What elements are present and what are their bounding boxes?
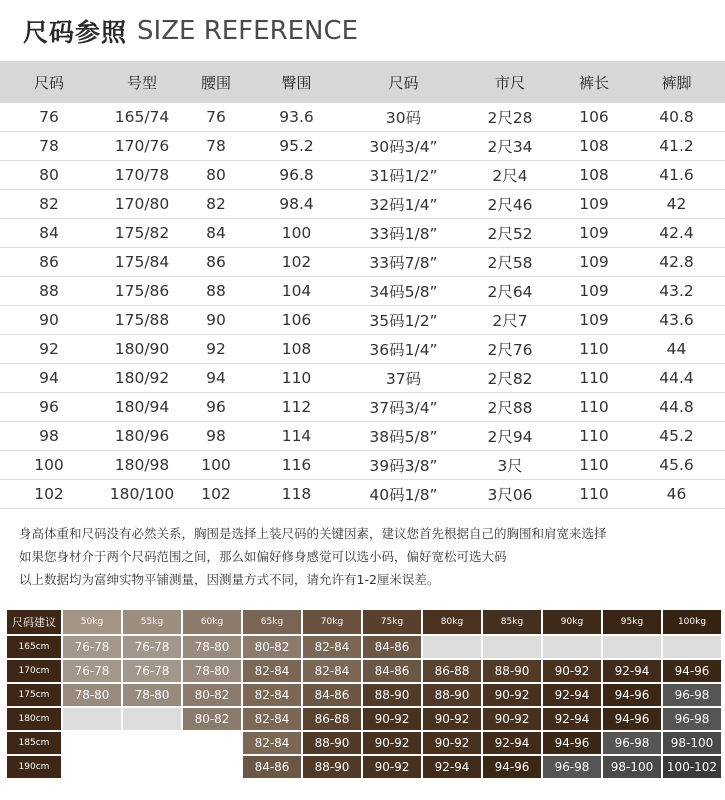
table-cell: 96 — [186, 393, 246, 422]
recommended-size-cell: 88-90 — [303, 754, 361, 778]
table-cell: 86 — [186, 248, 246, 277]
weight-header-cell: 85kg — [483, 610, 541, 634]
size-table-header-cell: 尺码 — [347, 61, 460, 103]
table-cell: 98 — [0, 422, 98, 451]
recommended-size-cell: 90-92 — [363, 706, 421, 730]
table-cell: 175/86 — [98, 277, 186, 306]
recommended-size-cell: 78-80 — [123, 682, 181, 706]
recommended-size-cell: 98-100 — [663, 730, 721, 754]
recommended-size-cell: 78-80 — [183, 634, 241, 658]
recommended-size-cell: 88-90 — [483, 658, 541, 682]
recommendation-row — [7, 634, 721, 658]
empty-size-cell — [663, 634, 721, 658]
empty-size-cell — [63, 730, 121, 754]
empty-size-cell — [543, 634, 601, 658]
recommended-size-cell: 84-86 — [303, 682, 361, 706]
table-cell: 78 — [186, 132, 246, 161]
size-table-header-cell: 尺码 — [0, 61, 98, 103]
table-cell: 2尺82 — [460, 364, 560, 393]
table-cell: 170/76 — [98, 132, 186, 161]
recommendation-row — [7, 682, 721, 706]
recommended-size-cell: 82-84 — [303, 658, 361, 682]
height-row-label: 190cm — [7, 754, 61, 778]
size-table-header-cell: 腰围 — [186, 61, 246, 103]
recommended-size-cell: 92-94 — [423, 754, 481, 778]
table-cell: 96 — [0, 393, 98, 422]
table-row — [0, 335, 725, 364]
table-cell: 108 — [560, 132, 628, 161]
table-cell: 2尺76 — [460, 335, 560, 364]
table-cell: 41.6 — [628, 161, 725, 190]
height-row-label: 175cm — [7, 682, 61, 706]
table-cell: 92 — [186, 335, 246, 364]
recommended-size-cell: 86-88 — [303, 706, 361, 730]
table-row — [0, 190, 725, 219]
table-cell: 109 — [560, 306, 628, 335]
table-cell: 104 — [246, 277, 347, 306]
recommended-size-cell: 98-100 — [603, 754, 661, 778]
table-cell: 110 — [560, 393, 628, 422]
size-table-header-cell: 市尺 — [460, 61, 560, 103]
title-english: SIZE REFERENCE — [137, 16, 359, 46]
recommended-size-cell: 90-92 — [423, 706, 481, 730]
table-cell: 110 — [560, 335, 628, 364]
table-cell: 43.6 — [628, 306, 725, 335]
table-cell: 82 — [0, 190, 98, 219]
table-cell: 109 — [560, 248, 628, 277]
table-cell: 30码 — [347, 103, 460, 132]
table-cell: 2尺88 — [460, 393, 560, 422]
recommended-size-cell: 76-78 — [63, 658, 121, 682]
recommended-size-cell: 92-94 — [603, 658, 661, 682]
recommended-size-cell: 90-92 — [363, 754, 421, 778]
table-cell: 102 — [186, 480, 246, 509]
page-title — [23, 12, 358, 50]
weight-header-cell: 100kg — [663, 610, 721, 634]
weight-header-cell: 50kg — [63, 610, 121, 634]
size-table-body — [0, 103, 725, 509]
table-cell: 86 — [0, 248, 98, 277]
table-cell: 33码7/8” — [347, 248, 460, 277]
recommendation-corner-label: 尺码建议 — [7, 610, 61, 634]
table-cell: 30码3/4” — [347, 132, 460, 161]
table-row — [0, 422, 725, 451]
recommended-size-cell: 100-102 — [663, 754, 721, 778]
table-cell: 3尺06 — [460, 480, 560, 509]
table-cell: 37码3/4” — [347, 393, 460, 422]
table-cell: 2尺46 — [460, 190, 560, 219]
table-cell: 116 — [246, 451, 347, 480]
empty-size-cell — [183, 754, 241, 778]
table-cell: 42.4 — [628, 219, 725, 248]
weight-header-cell: 90kg — [543, 610, 601, 634]
table-cell: 2尺7 — [460, 306, 560, 335]
recommended-size-cell: 92-94 — [483, 730, 541, 754]
height-row-label: 170cm — [7, 658, 61, 682]
table-cell: 88 — [0, 277, 98, 306]
recommended-size-cell: 82-84 — [243, 658, 301, 682]
title-chinese: 尺码参照 — [23, 18, 128, 47]
recommended-size-cell: 96-98 — [663, 682, 721, 706]
table-cell: 180/92 — [98, 364, 186, 393]
size-table-header-row — [0, 61, 725, 103]
size-reference-table — [0, 61, 725, 509]
table-cell: 84 — [0, 219, 98, 248]
table-cell: 46 — [628, 480, 725, 509]
recommended-size-cell: 84-86 — [363, 658, 421, 682]
recommended-size-cell: 80-82 — [183, 706, 241, 730]
table-cell: 45.6 — [628, 451, 725, 480]
table-cell: 94 — [186, 364, 246, 393]
table-cell: 2尺58 — [460, 248, 560, 277]
recommended-size-cell: 84-86 — [363, 634, 421, 658]
recommended-size-cell: 82-84 — [303, 634, 361, 658]
table-cell: 43.2 — [628, 277, 725, 306]
table-cell: 41.2 — [628, 132, 725, 161]
recommended-size-cell: 94-96 — [543, 730, 601, 754]
table-cell: 31码1/2” — [347, 161, 460, 190]
recommended-size-cell: 90-92 — [543, 658, 601, 682]
table-cell: 175/84 — [98, 248, 186, 277]
table-cell: 90 — [186, 306, 246, 335]
recommended-size-cell: 88-90 — [423, 682, 481, 706]
table-row — [0, 306, 725, 335]
recommended-size-cell: 88-90 — [303, 730, 361, 754]
height-row-label: 180cm — [7, 706, 61, 730]
size-table-header-cell: 裤长 — [560, 61, 628, 103]
table-row — [0, 393, 725, 422]
table-cell: 93.6 — [246, 103, 347, 132]
weight-header-cell: 80kg — [423, 610, 481, 634]
weight-header-cell: 70kg — [303, 610, 361, 634]
note-line: 如果您身材介于两个尺码范围之间，那么如偏好修身感觉可以选小码，偏好宽松可选大码 — [19, 549, 507, 564]
recommendation-header-row — [7, 610, 721, 634]
recommendation-row — [7, 730, 721, 754]
table-cell: 40码1/8” — [347, 480, 460, 509]
table-cell: 92 — [0, 335, 98, 364]
table-cell: 180/90 — [98, 335, 186, 364]
table-row — [0, 219, 725, 248]
table-cell: 78 — [0, 132, 98, 161]
empty-size-cell — [123, 706, 181, 730]
table-cell: 44.8 — [628, 393, 725, 422]
table-cell: 34码5/8” — [347, 277, 460, 306]
recommended-size-cell: 90-92 — [423, 730, 481, 754]
recommended-size-cell: 76-78 — [63, 634, 121, 658]
table-cell: 109 — [560, 219, 628, 248]
table-row — [0, 103, 725, 132]
table-cell: 98.4 — [246, 190, 347, 219]
table-cell: 36码1/4” — [347, 335, 460, 364]
table-row — [0, 364, 725, 393]
table-cell: 180/100 — [98, 480, 186, 509]
table-cell: 180/96 — [98, 422, 186, 451]
table-cell: 102 — [246, 248, 347, 277]
table-cell: 33码1/8” — [347, 219, 460, 248]
table-cell: 98 — [186, 422, 246, 451]
recommended-size-cell: 88-90 — [363, 682, 421, 706]
note-line: 以上数据均为富绅实物平铺测量，因测量方式不同，请允许有1-2厘米误差。 — [19, 572, 440, 587]
recommended-size-cell: 78-80 — [183, 658, 241, 682]
table-cell: 32码1/4” — [347, 190, 460, 219]
recommended-size-cell: 78-80 — [63, 682, 121, 706]
table-cell: 38码5/8” — [347, 422, 460, 451]
size-table-header-cell: 裤脚 — [628, 61, 725, 103]
table-cell: 42 — [628, 190, 725, 219]
table-cell: 76 — [0, 103, 98, 132]
recommended-size-cell: 92-94 — [543, 706, 601, 730]
table-row — [0, 480, 725, 509]
table-cell: 100 — [186, 451, 246, 480]
table-cell: 2尺34 — [460, 132, 560, 161]
table-cell: 2尺4 — [460, 161, 560, 190]
table-cell: 106 — [246, 306, 347, 335]
table-cell: 110 — [560, 451, 628, 480]
empty-size-cell — [483, 634, 541, 658]
table-row — [0, 451, 725, 480]
size-table-header-cell: 臀围 — [246, 61, 347, 103]
recommended-size-cell: 82-84 — [243, 682, 301, 706]
table-cell: 82 — [186, 190, 246, 219]
table-cell: 3尺 — [460, 451, 560, 480]
recommendation-body — [7, 634, 721, 778]
table-cell: 95.2 — [246, 132, 347, 161]
empty-size-cell — [63, 754, 121, 778]
recommended-size-cell: 90-92 — [363, 730, 421, 754]
table-cell: 44 — [628, 335, 725, 364]
recommended-size-cell: 94-96 — [663, 658, 721, 682]
table-cell: 40.8 — [628, 103, 725, 132]
table-cell: 39码3/8” — [347, 451, 460, 480]
empty-size-cell — [63, 706, 121, 730]
height-row-label: 165cm — [7, 634, 61, 658]
table-cell: 165/74 — [98, 103, 186, 132]
table-cell: 2尺64 — [460, 277, 560, 306]
table-row — [0, 161, 725, 190]
table-cell: 80 — [186, 161, 246, 190]
recommendation-row — [7, 658, 721, 682]
table-cell: 100 — [0, 451, 98, 480]
table-cell: 94 — [0, 364, 98, 393]
recommended-size-cell: 76-78 — [123, 634, 181, 658]
table-cell: 37码 — [347, 364, 460, 393]
table-cell: 80 — [0, 161, 98, 190]
table-cell: 180/98 — [98, 451, 186, 480]
table-cell: 76 — [186, 103, 246, 132]
table-cell: 88 — [186, 277, 246, 306]
table-cell: 114 — [246, 422, 347, 451]
table-cell: 109 — [560, 277, 628, 306]
table-cell: 110 — [560, 480, 628, 509]
table-cell: 112 — [246, 393, 347, 422]
table-cell: 100 — [246, 219, 347, 248]
size-recommendation-grid — [5, 610, 723, 778]
empty-size-cell — [603, 634, 661, 658]
recommendation-row — [7, 754, 721, 778]
table-row — [0, 132, 725, 161]
recommended-size-cell: 90-92 — [483, 682, 541, 706]
recommended-size-cell: 92-94 — [543, 682, 601, 706]
table-cell: 110 — [560, 422, 628, 451]
table-cell: 175/82 — [98, 219, 186, 248]
note-line: 身高体重和尺码没有必然关系，胸围是选择上装尺码的关键因素，建议您首先根据自己的胸围和肩宽来选择 — [19, 526, 607, 541]
table-cell: 102 — [0, 480, 98, 509]
table-cell: 175/88 — [98, 306, 186, 335]
table-cell: 2尺52 — [460, 219, 560, 248]
weight-header-cell: 75kg — [363, 610, 421, 634]
table-cell: 84 — [186, 219, 246, 248]
table-cell: 110 — [246, 364, 347, 393]
recommendation-row — [7, 706, 721, 730]
table-cell: 2尺94 — [460, 422, 560, 451]
table-cell: 96.8 — [246, 161, 347, 190]
table-cell: 170/78 — [98, 161, 186, 190]
recommended-size-cell: 82-84 — [243, 706, 301, 730]
recommended-size-cell: 96-98 — [543, 754, 601, 778]
table-cell: 109 — [560, 190, 628, 219]
empty-size-cell — [123, 754, 181, 778]
recommended-size-cell: 86-88 — [423, 658, 481, 682]
table-cell: 106 — [560, 103, 628, 132]
weight-header-cell: 95kg — [603, 610, 661, 634]
table-row — [0, 277, 725, 306]
size-table-header — [0, 61, 725, 103]
recommended-size-cell: 94-96 — [603, 706, 661, 730]
table-cell: 2尺28 — [460, 103, 560, 132]
table-cell: 35码1/2” — [347, 306, 460, 335]
weight-header-cell: 65kg — [243, 610, 301, 634]
recommended-size-cell: 76-78 — [123, 658, 181, 682]
table-cell: 180/94 — [98, 393, 186, 422]
table-cell: 90 — [0, 306, 98, 335]
size-table-header-cell: 号型 — [98, 61, 186, 103]
recommended-size-cell: 90-92 — [483, 706, 541, 730]
empty-size-cell — [423, 634, 481, 658]
table-cell: 42.8 — [628, 248, 725, 277]
table-cell: 170/80 — [98, 190, 186, 219]
recommended-size-cell: 94-96 — [603, 682, 661, 706]
table-cell: 44.4 — [628, 364, 725, 393]
recommended-size-cell: 96-98 — [603, 730, 661, 754]
recommended-size-cell: 80-82 — [183, 682, 241, 706]
table-cell: 45.2 — [628, 422, 725, 451]
size-notes — [19, 522, 719, 591]
recommended-size-cell: 94-96 — [483, 754, 541, 778]
recommended-size-cell: 96-98 — [663, 706, 721, 730]
table-cell: 108 — [560, 161, 628, 190]
recommended-size-cell: 84-86 — [243, 754, 301, 778]
weight-header-cell: 60kg — [183, 610, 241, 634]
recommended-size-cell: 82-84 — [243, 730, 301, 754]
recommended-size-cell: 80-82 — [243, 634, 301, 658]
weight-header-cell: 55kg — [123, 610, 181, 634]
table-cell: 108 — [246, 335, 347, 364]
table-cell: 118 — [246, 480, 347, 509]
empty-size-cell — [123, 730, 181, 754]
height-row-label: 185cm — [7, 730, 61, 754]
table-row — [0, 248, 725, 277]
empty-size-cell — [183, 730, 241, 754]
table-cell: 110 — [560, 364, 628, 393]
